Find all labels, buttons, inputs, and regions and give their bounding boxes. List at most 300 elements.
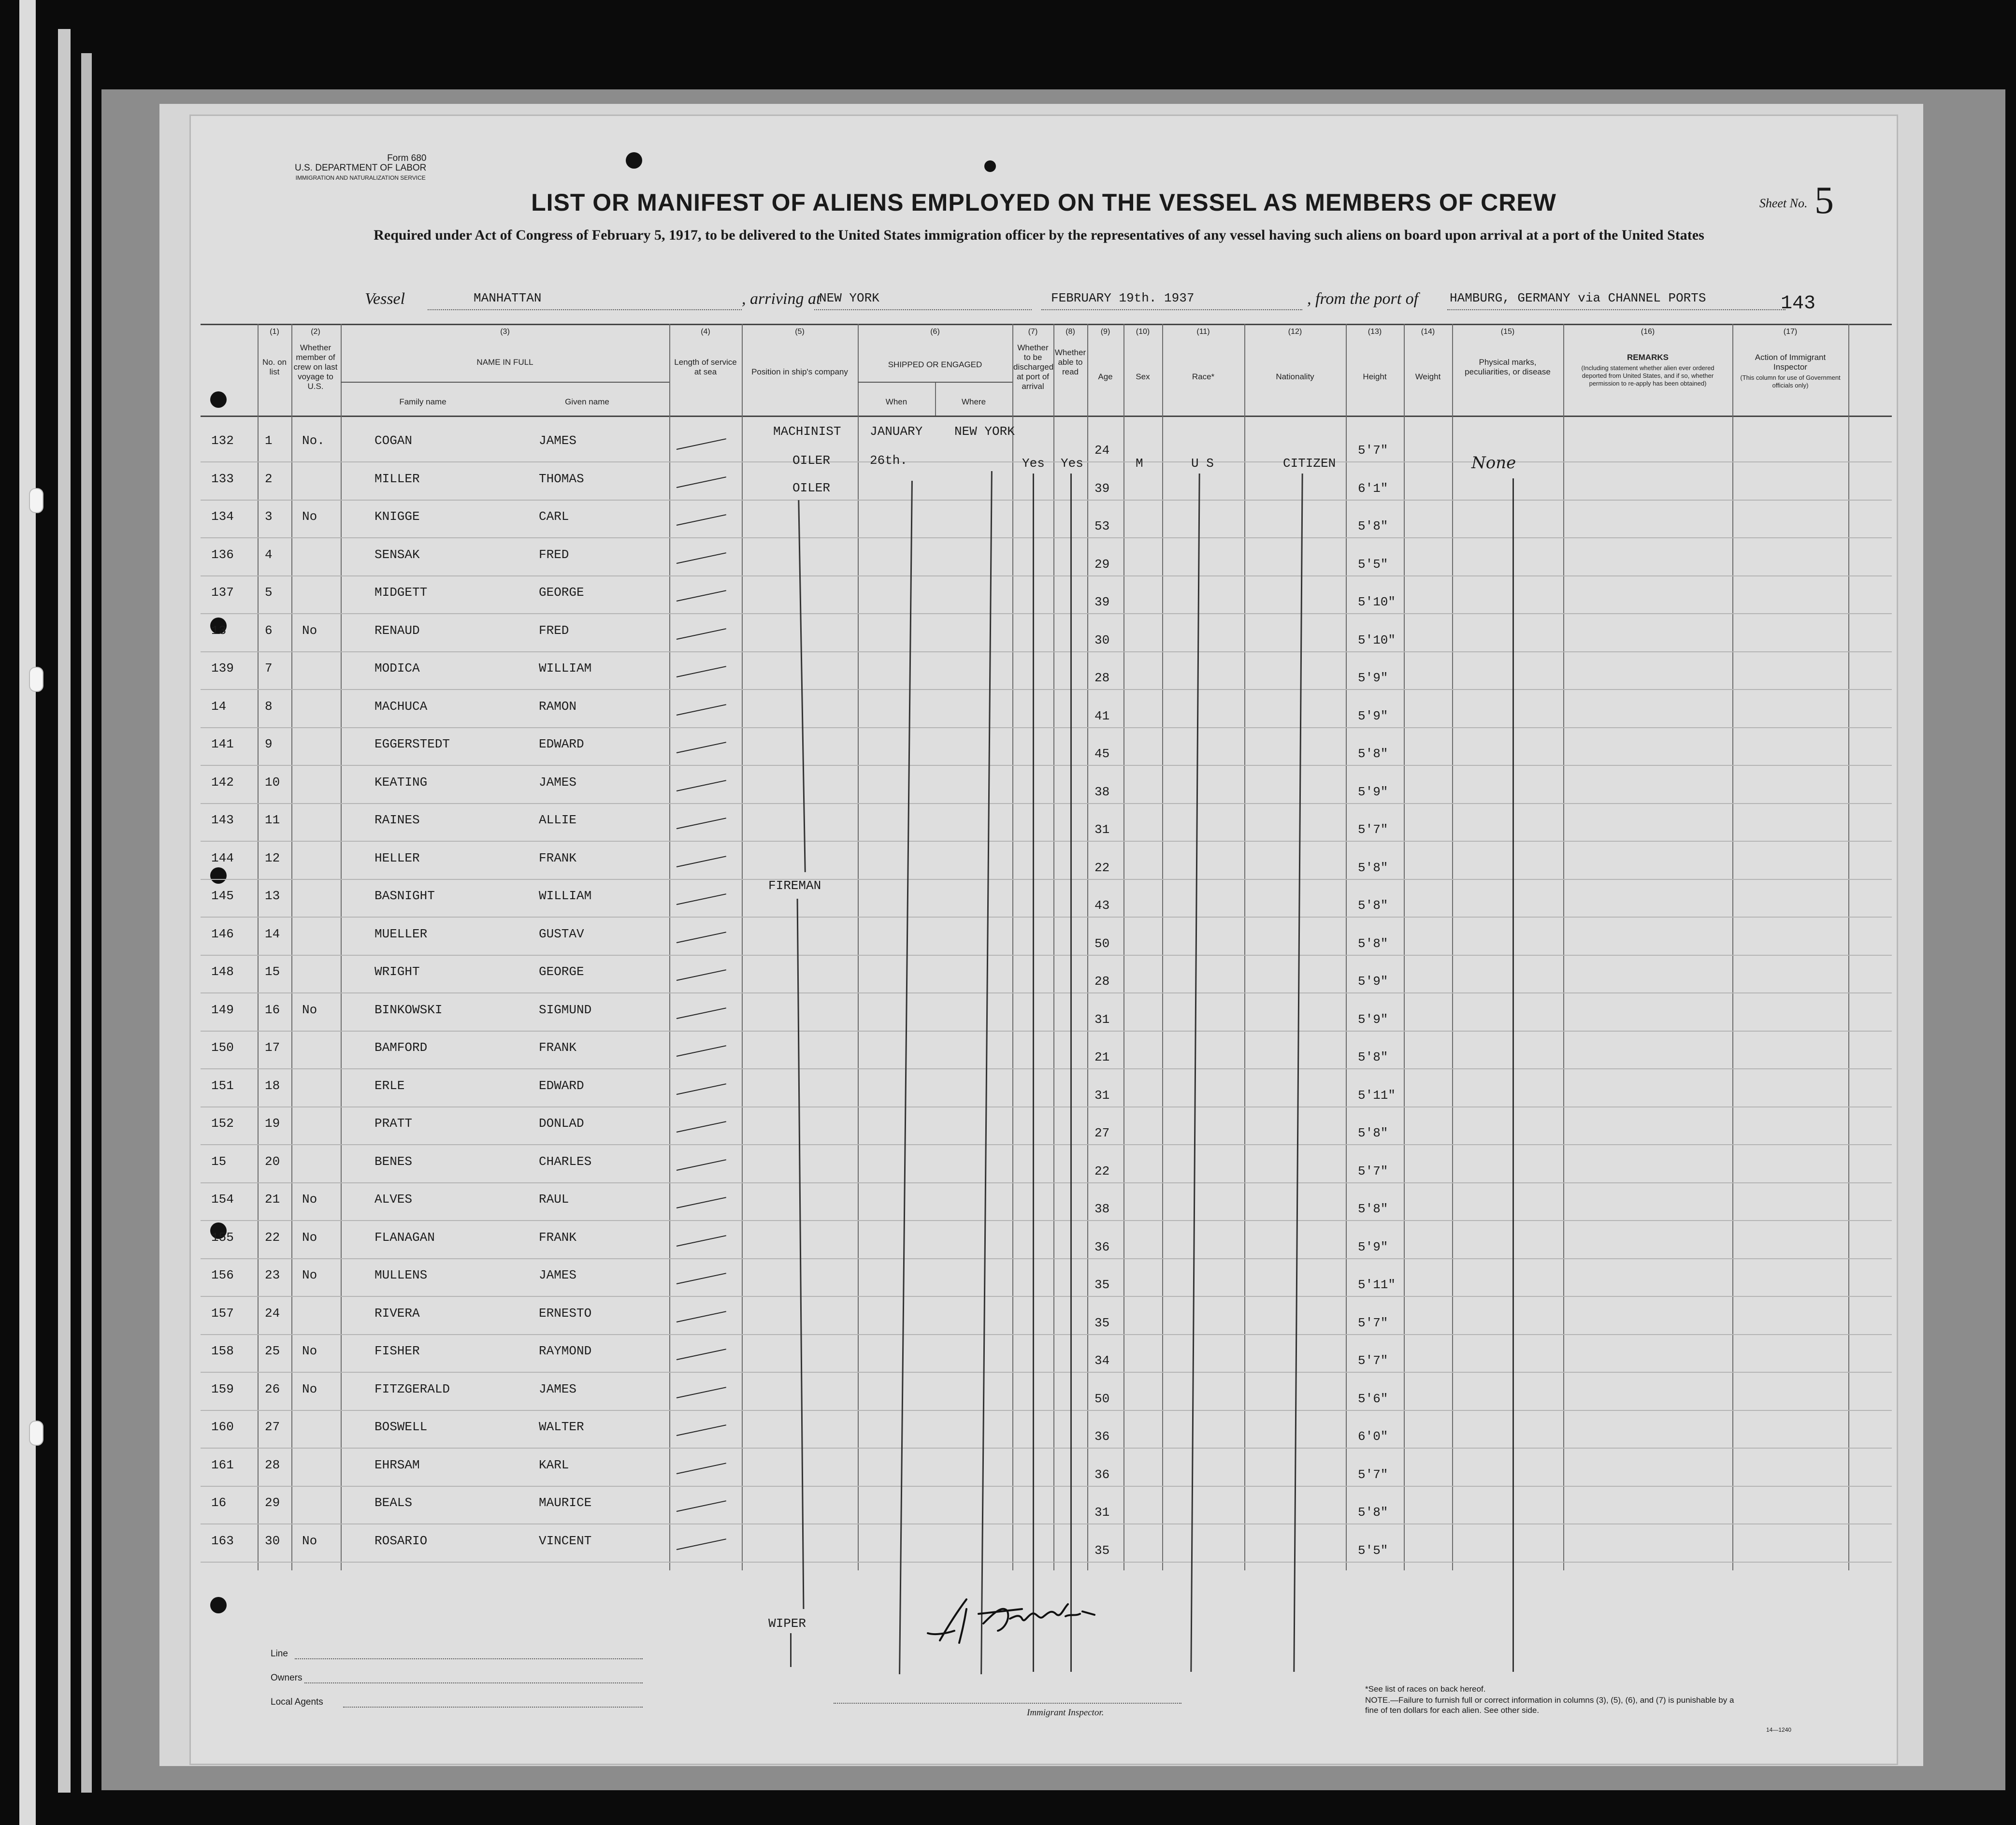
header-inspector-detail: (This column for use of Government officials only) — [1740, 374, 1841, 389]
row-rule — [201, 917, 1892, 918]
header-weight: Weight — [1415, 372, 1441, 381]
row-given-name: EDWARD — [539, 1078, 584, 1093]
row-age: 21 — [1094, 1050, 1110, 1064]
row-ref-number: 146 — [211, 926, 234, 941]
row-rule — [201, 727, 1892, 728]
document-subtitle: Required under Act of Congress of February 5, 1917, to be delivered to the United States immigration officer by the representatives of any vessel having such aliens on board upon arrival at a port of the United States — [374, 227, 1704, 243]
column-divider — [742, 324, 743, 1570]
service-length-tick — [677, 666, 726, 677]
row-family-name: FISHER — [374, 1344, 420, 1358]
row-height: 5'8" — [1358, 1202, 1388, 1216]
row-family-name: RAINES — [374, 813, 420, 827]
manifest-sheet — [191, 116, 1897, 1764]
row-list-number: 3 — [265, 509, 273, 524]
shipped-where: NEW YORK — [954, 424, 1015, 439]
row-given-name: VINCENT — [539, 1533, 592, 1548]
row-given-name: RAMON — [539, 699, 577, 714]
row-height: 5'8" — [1358, 519, 1388, 533]
col-num-3: (3) — [500, 328, 510, 336]
row-ref-number: 137 — [211, 585, 234, 600]
row-height: 5'8" — [1358, 747, 1388, 761]
col-num-11: (11) — [1196, 328, 1210, 336]
column-divider — [1012, 324, 1013, 1570]
row-rule — [201, 1448, 1892, 1449]
col-num-13: (13) — [1368, 328, 1382, 336]
ditto-mark — [797, 899, 805, 1609]
shipped-day: 26th. — [870, 453, 908, 468]
row-family-name: MIDGETT — [374, 585, 428, 600]
row-list-number: 1 — [265, 433, 273, 448]
row-height: 5'5" — [1358, 557, 1388, 572]
row-family-name: EGGERSTEDT — [374, 737, 450, 751]
row-given-name: FRANK — [539, 1230, 577, 1245]
penalty-note: NOTE.—Failure to furnish full or correct information in columns (3), (5), (6), and (7) is punishable by a fine of ten dollars for each alien. See other side. — [1365, 1696, 1734, 1715]
row-height: 5'9" — [1358, 1012, 1388, 1027]
row-age: 39 — [1094, 481, 1110, 496]
row-age: 31 — [1094, 822, 1110, 837]
binder-strip — [81, 53, 92, 1793]
row-age: 35 — [1094, 1543, 1110, 1558]
row-previous-voyage: No — [302, 1344, 317, 1358]
row-list-number: 10 — [265, 775, 280, 790]
row-family-name: MILLER — [374, 471, 420, 486]
local-agents-label: Local Agents — [271, 1697, 323, 1707]
row-family-name: FLANAGAN — [374, 1230, 435, 1245]
row-age: 28 — [1094, 974, 1110, 989]
row-list-number: 2 — [265, 471, 273, 486]
row-ref-number: 144 — [211, 850, 234, 865]
sheet-number-label: Sheet No. — [1759, 196, 1808, 210]
from-port: HAMBURG, GERMANY via CHANNEL PORTS — [1450, 291, 1706, 305]
service-length-tick — [677, 1197, 726, 1208]
row-age: 36 — [1094, 1239, 1110, 1254]
position-oiler: OILER — [792, 453, 831, 468]
from-underline — [1447, 309, 1786, 310]
col-num-17: (17) — [1783, 328, 1798, 336]
row-given-name: RAUL — [539, 1192, 569, 1207]
row-given-name: GEORGE — [539, 964, 584, 979]
col-num-12: (12) — [1288, 328, 1302, 336]
row-rule — [201, 1562, 1892, 1563]
service-length-tick — [677, 1500, 726, 1512]
row-height: 5'9" — [1358, 1239, 1388, 1254]
binder-strip — [19, 0, 36, 1825]
col-num-15: (15) — [1500, 328, 1515, 336]
inspector-signature — [921, 1595, 1114, 1648]
row-height: 5'9" — [1358, 671, 1388, 685]
row-family-name: HELLER — [374, 850, 420, 865]
row-rule — [201, 1410, 1892, 1411]
position-machinist: MACHINIST — [773, 424, 841, 439]
column-divider — [1404, 324, 1405, 1570]
row-list-number: 12 — [265, 850, 280, 865]
row-family-name: MULLENS — [374, 1268, 428, 1282]
row-list-number: 18 — [265, 1078, 280, 1093]
row-height: 5'10" — [1358, 595, 1396, 609]
row-height: 5'7" — [1358, 1164, 1388, 1178]
row-list-number: 4 — [265, 547, 273, 562]
header-race: Race* — [1192, 372, 1215, 381]
row-ref-number: 159 — [211, 1381, 234, 1396]
row-height: 5'8" — [1358, 1050, 1388, 1064]
binder-strip — [58, 29, 71, 1793]
row-rule — [201, 1372, 1892, 1373]
row-list-number: 7 — [265, 661, 273, 675]
row-ref-number: 136 — [211, 547, 234, 562]
arriving-underline — [814, 309, 1032, 310]
column-divider — [669, 324, 670, 1570]
row-rule — [201, 1144, 1892, 1145]
row-ref-number: 158 — [211, 1344, 234, 1358]
shipped-month: JANUARY — [870, 424, 923, 439]
row-height: 5'9" — [1358, 974, 1388, 989]
document-title: LIST OR MANIFEST OF ALIENS EMPLOYED ON THE VESSEL AS MEMBERS OF CREW — [531, 189, 1556, 216]
form-number-block — [295, 154, 426, 183]
owners-label: Owners — [271, 1673, 302, 1683]
able-to-read-yes: Yes — [1061, 456, 1083, 471]
punch-hole — [29, 1421, 43, 1446]
service-length-tick — [677, 1083, 726, 1095]
row-rule — [201, 1068, 1892, 1069]
header-shipped-or-engaged: SHIPPED OR ENGAGED — [888, 360, 982, 369]
row-height: 5'7" — [1358, 1315, 1388, 1330]
row-rule — [201, 537, 1892, 538]
header-given-name: Given name — [565, 397, 609, 406]
row-given-name: FRED — [539, 623, 569, 638]
col-num-16: (16) — [1641, 328, 1655, 336]
row-height: 5'8" — [1358, 1126, 1388, 1140]
row-family-name: COGAN — [374, 433, 413, 448]
row-rule — [201, 1523, 1892, 1524]
inspector-underline — [834, 1703, 1181, 1704]
row-age: 29 — [1094, 557, 1110, 572]
service-length-tick — [677, 476, 726, 488]
row-given-name: WALTER — [539, 1420, 584, 1434]
row-list-number: 26 — [265, 1381, 280, 1396]
row-list-number: 14 — [265, 926, 280, 941]
row-age: 36 — [1094, 1429, 1110, 1444]
header-position: Position in ship's company — [751, 367, 848, 376]
row-given-name: CARL — [539, 509, 569, 524]
row-age: 35 — [1094, 1278, 1110, 1292]
row-family-name: WRIGHT — [374, 964, 420, 979]
service-length-tick — [677, 590, 726, 602]
row-age: 35 — [1094, 1315, 1110, 1330]
row-list-number: 16 — [265, 1002, 280, 1017]
row-list-number: 17 — [265, 1040, 280, 1055]
binding-hole — [984, 160, 996, 172]
ditto-mark — [1070, 474, 1072, 1672]
col-num-5: (5) — [795, 328, 805, 336]
row-ref-number: 154 — [211, 1192, 234, 1207]
col-num-8: (8) — [1066, 328, 1075, 336]
row-age: 53 — [1094, 519, 1110, 533]
physical-marks-value: None — [1471, 453, 1516, 473]
owners-underline — [304, 1682, 643, 1683]
row-rule — [201, 575, 1892, 576]
row-age: 38 — [1094, 1202, 1110, 1216]
row-given-name: CHARLES — [539, 1154, 592, 1169]
header-able-to-read: Whether able to read — [1054, 348, 1086, 376]
row-ref-number: 148 — [211, 964, 234, 979]
column-divider — [1087, 324, 1088, 1570]
row-family-name: BEALS — [374, 1495, 413, 1510]
from-label: , from the port of — [1307, 290, 1419, 308]
ditto-mark — [798, 500, 806, 872]
header-family-name: Family name — [399, 397, 446, 406]
row-ref-number: 152 — [211, 1116, 234, 1131]
ditto-mark — [899, 481, 913, 1674]
row-height: 5'11" — [1358, 1278, 1396, 1292]
row-rule — [201, 955, 1892, 956]
row-given-name: GEORGE — [539, 585, 584, 600]
arrival-date: FEBRUARY 19th. 1937 — [1051, 291, 1195, 305]
row-given-name: FRANK — [539, 1040, 577, 1055]
races-note: *See list of races on back hereof. — [1365, 1684, 1486, 1694]
row-height: 5'7" — [1358, 1353, 1388, 1368]
discharged-yes: Yes — [1022, 456, 1045, 471]
row-ref-number: 142 — [211, 775, 234, 790]
header-inspector-action: Action of Immigrant Inspector — [1755, 353, 1826, 372]
service-length-tick — [677, 1311, 726, 1322]
service-length-tick — [677, 1235, 726, 1247]
position-wiper: WIPER — [768, 1616, 806, 1631]
header-previous-voyage: Whether member of crew on last voyage to U.S. — [293, 343, 338, 391]
row-list-number: 13 — [265, 889, 280, 903]
row-age: 31 — [1094, 1012, 1110, 1027]
row-rule — [201, 1334, 1892, 1335]
header-remarks: REMARKS — [1627, 353, 1669, 362]
row-given-name: WILLIAM — [539, 889, 592, 903]
row-given-name: ERNESTO — [539, 1306, 592, 1321]
row-ref-number: 150 — [211, 1040, 234, 1055]
row-given-name: JAMES — [539, 433, 577, 448]
service-length-tick — [677, 1387, 726, 1398]
row-rule — [201, 879, 1892, 880]
row-rule — [201, 841, 1892, 842]
row-height: 5'7" — [1358, 443, 1388, 458]
col-num-4: (4) — [701, 328, 710, 336]
punch-hole — [29, 488, 43, 513]
column-divider — [1162, 324, 1163, 1570]
row-given-name: GUSTAV — [539, 926, 584, 941]
department-name: U.S. DEPARTMENT OF LABOR — [295, 163, 427, 173]
col-num-2: (2) — [311, 328, 320, 336]
row-rule — [201, 1258, 1892, 1259]
date-underline — [1041, 309, 1302, 310]
row-family-name: BINKOWSKI — [374, 1002, 443, 1017]
row-height: 5'11" — [1358, 1088, 1396, 1103]
row-ref-number: 13 — [211, 623, 227, 638]
row-previous-voyage: No — [302, 1268, 317, 1282]
row-given-name: JAMES — [539, 1381, 577, 1396]
col-num-10: (10) — [1136, 328, 1150, 336]
service-length-tick — [677, 932, 726, 943]
vessel-name: MANHATTAN — [474, 291, 542, 305]
row-family-name: PRATT — [374, 1116, 413, 1131]
row-given-name: JAMES — [539, 1268, 577, 1282]
row-family-name: BOSWELL — [374, 1420, 428, 1434]
row-age: 50 — [1094, 1391, 1110, 1406]
shipped-subheader-rule — [858, 382, 1012, 383]
punch-hole — [29, 667, 43, 692]
row-list-number: 29 — [265, 1495, 280, 1510]
col-num-9: (9) — [1100, 328, 1110, 336]
column-divider — [1563, 324, 1564, 1570]
service-length-tick — [677, 969, 726, 981]
row-age: 39 — [1094, 595, 1110, 609]
service-length-tick — [677, 1121, 726, 1133]
row-height: 5'8" — [1358, 1505, 1388, 1520]
service-length-tick — [677, 1538, 726, 1550]
service-length-tick — [677, 742, 726, 753]
service-length-tick — [677, 1463, 726, 1474]
row-previous-voyage: No — [302, 1002, 317, 1017]
row-ref-number: 155 — [211, 1230, 234, 1245]
row-list-number: 27 — [265, 1420, 280, 1434]
service-length-tick — [677, 704, 726, 716]
ditto-mark — [790, 1633, 792, 1667]
row-height: 5'8" — [1358, 936, 1388, 951]
row-age: 22 — [1094, 1164, 1110, 1178]
row-previous-voyage: No — [302, 1533, 317, 1548]
ditto-mark — [1190, 474, 1200, 1672]
column-divider — [1123, 324, 1124, 1570]
row-age: 41 — [1094, 708, 1110, 723]
service-length-tick — [677, 1045, 726, 1057]
row-ref-number: 134 — [211, 509, 234, 524]
immigrant-inspector-label: Immigrant Inspector. — [1027, 1708, 1104, 1718]
row-list-number: 21 — [265, 1192, 280, 1207]
row-list-number: 11 — [265, 813, 280, 827]
service-length-tick — [677, 438, 726, 450]
row-family-name: KNIGGE — [374, 509, 420, 524]
row-ref-number: 145 — [211, 889, 234, 903]
row-ref-number: 160 — [211, 1420, 234, 1434]
row-list-number: 30 — [265, 1533, 280, 1548]
row-ref-number: 132 — [211, 433, 234, 448]
header-remarks-detail: (Including statement whether alien ever ordered deported from United States, and if so, whether permission to re-apply has been obtained) — [1581, 364, 1714, 387]
row-rule — [201, 992, 1892, 993]
row-given-name: ALLIE — [539, 813, 577, 827]
row-family-name: BAMFORD — [374, 1040, 428, 1055]
row-list-number: 23 — [265, 1268, 280, 1282]
row-height: 5'10" — [1358, 632, 1396, 647]
row-given-name: EDWARD — [539, 737, 584, 751]
row-family-name: BENES — [374, 1154, 413, 1169]
nationality-value: CITIZEN — [1283, 456, 1336, 471]
row-list-number: 6 — [265, 623, 273, 638]
row-previous-voyage: No — [302, 509, 317, 524]
header-name-in-full: NAME IN FULL — [476, 358, 533, 367]
row-rule — [201, 1182, 1892, 1183]
sex-value: M — [1136, 456, 1143, 471]
row-rule — [201, 461, 1892, 462]
row-ref-number: 139 — [211, 661, 234, 675]
row-ref-number: 15 — [211, 1154, 227, 1169]
service-length-tick — [677, 1349, 726, 1360]
row-age: 34 — [1094, 1353, 1110, 1368]
arriving-label: , arriving at — [742, 290, 821, 308]
col-num-14: (14) — [1421, 328, 1435, 336]
row-ref-number: 141 — [211, 737, 234, 751]
row-rule — [201, 1031, 1892, 1032]
row-list-number: 25 — [265, 1344, 280, 1358]
row-family-name: EHRSAM — [374, 1457, 420, 1472]
header-shipped-where: Where — [961, 397, 986, 406]
row-given-name: JAMES — [539, 775, 577, 790]
row-previous-voyage: No — [302, 1192, 317, 1207]
arriving-port: NEW YORK — [819, 291, 879, 305]
vessel-underline — [428, 309, 742, 310]
row-rule — [201, 613, 1892, 614]
row-list-number: 5 — [265, 585, 273, 600]
page-number: 143 — [1781, 293, 1816, 315]
row-height: 5'7" — [1358, 822, 1388, 837]
service-length-tick — [677, 856, 726, 867]
row-family-name: FITZGERALD — [374, 1381, 450, 1396]
row-previous-voyage: No — [302, 1381, 317, 1396]
service-length-tick — [677, 1273, 726, 1284]
row-given-name: MAURICE — [539, 1495, 592, 1510]
row-rule — [201, 500, 1892, 501]
row-family-name: RENAUD — [374, 623, 420, 638]
row-ref-number: 133 — [211, 471, 234, 486]
line-label: Line — [271, 1649, 288, 1659]
column-divider — [858, 324, 859, 1570]
row-age: 45 — [1094, 747, 1110, 761]
header-no-on-list: No. on list — [262, 358, 287, 376]
row-height: 6'0" — [1358, 1429, 1388, 1444]
service-length-tick — [677, 780, 726, 791]
row-list-number: 28 — [265, 1457, 280, 1472]
header-discharged: Whether to be discharged at port of arrival — [1013, 343, 1054, 391]
row-rule — [201, 1486, 1892, 1487]
ditto-mark — [1293, 474, 1303, 1672]
row-height: 5'5" — [1358, 1543, 1388, 1558]
agents-underline — [343, 1707, 643, 1708]
row-given-name: THOMAS — [539, 471, 584, 486]
row-rule — [201, 651, 1892, 652]
row-list-number: 24 — [265, 1306, 280, 1321]
service-length-tick — [677, 818, 726, 829]
row-given-name: FRED — [539, 547, 569, 562]
line-underline — [295, 1658, 643, 1659]
row-family-name: SENSAK — [374, 547, 420, 562]
row-family-name: MODICA — [374, 661, 420, 675]
column-divider — [291, 324, 292, 1570]
row-family-name: MACHUCA — [374, 699, 428, 714]
row-age: 31 — [1094, 1505, 1110, 1520]
row-age: 38 — [1094, 784, 1110, 799]
row-list-number: 8 — [265, 699, 273, 714]
header-nationality: Nationality — [1276, 372, 1314, 381]
form-code: 14—1240 — [1766, 1726, 1792, 1733]
service-length-tick — [677, 514, 726, 526]
row-height: 5'9" — [1358, 708, 1388, 723]
row-height: 5'9" — [1358, 784, 1388, 799]
row-family-name: RIVERA — [374, 1306, 420, 1321]
service-length-tick — [677, 1159, 726, 1171]
row-ref-number: 149 — [211, 1002, 234, 1017]
col-num-1: (1) — [270, 328, 279, 336]
row-family-name: ROSARIO — [374, 1533, 428, 1548]
header-physical-marks: Physical marks, peculiarities, or disease — [1465, 358, 1551, 376]
race-value: U S — [1191, 456, 1214, 471]
row-age: 50 — [1094, 936, 1110, 951]
row-family-name: KEATING — [374, 775, 428, 790]
row-age: 43 — [1094, 898, 1110, 913]
